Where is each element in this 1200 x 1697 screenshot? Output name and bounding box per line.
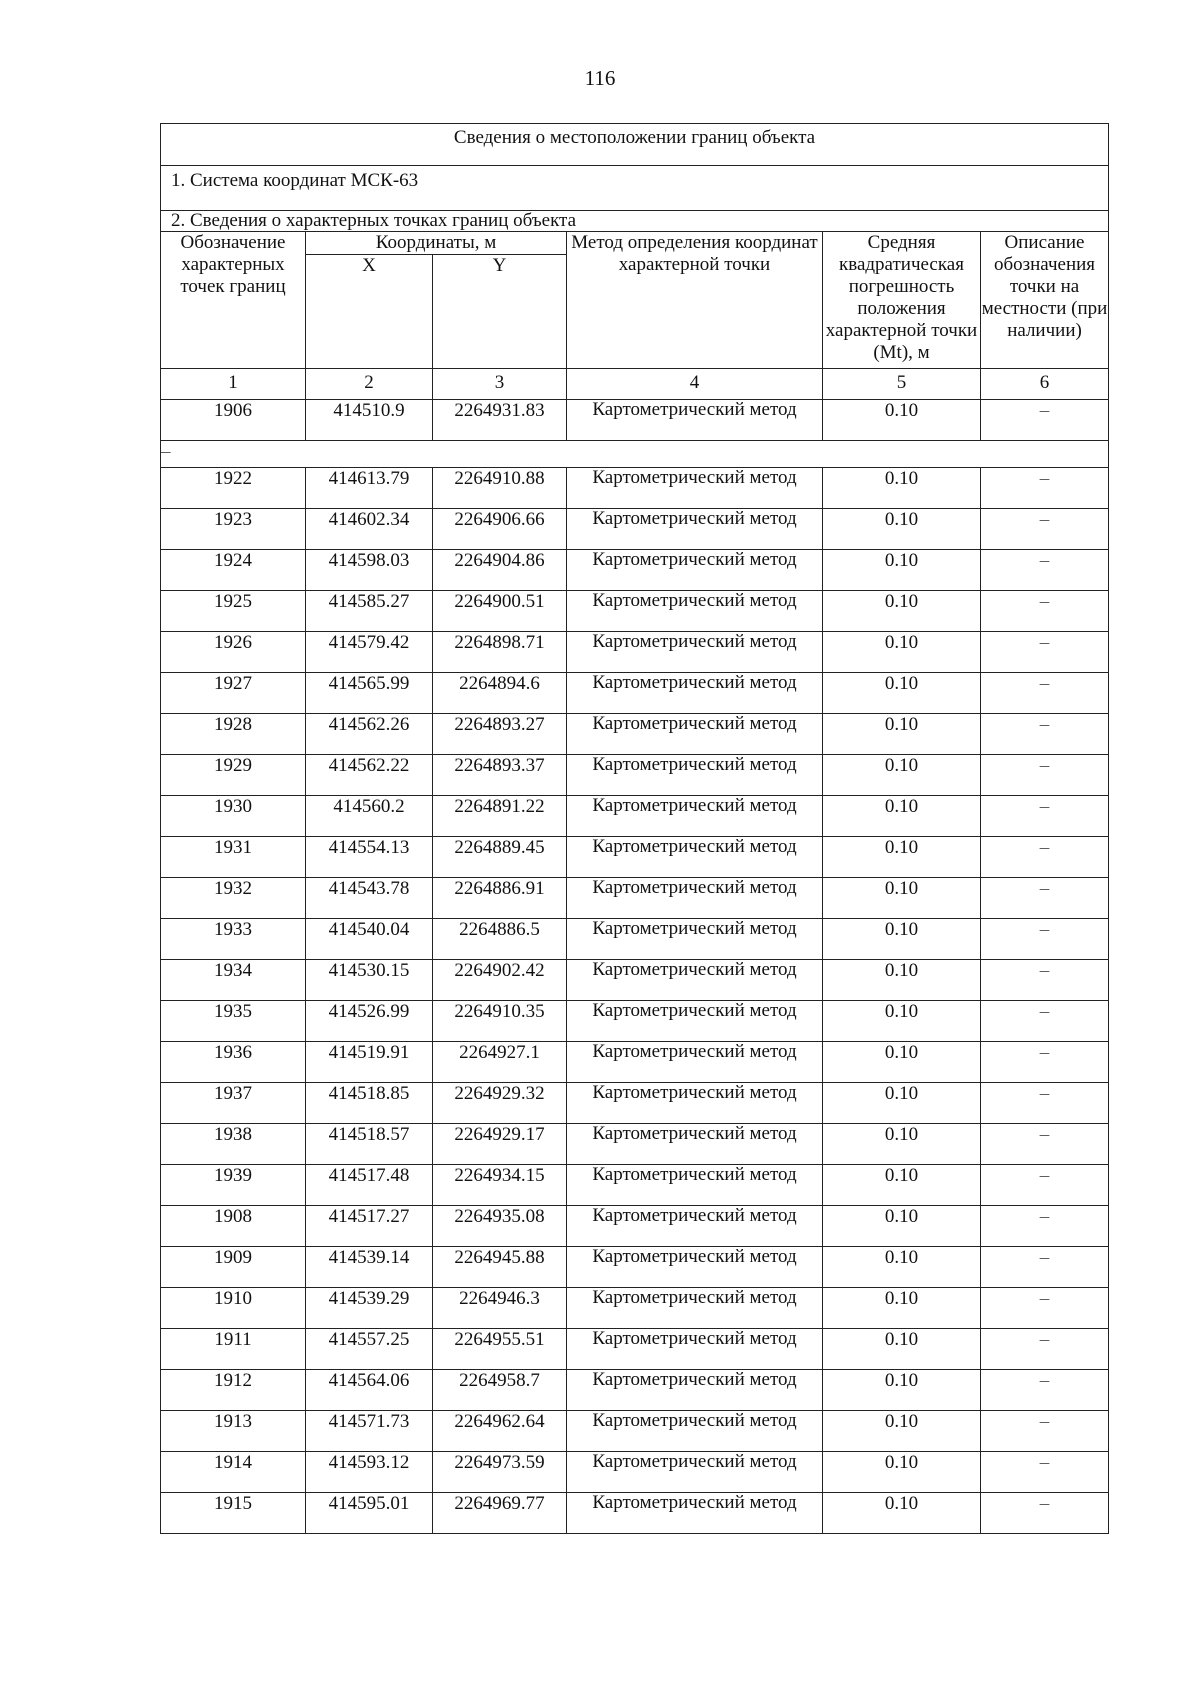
point-id: 1932 xyxy=(161,878,306,919)
point-id: 1925 xyxy=(161,591,306,632)
point-error: 0.10 xyxy=(823,796,981,837)
point-y: 2264900.51 xyxy=(433,591,567,632)
point-method: Картометрический метод xyxy=(567,1165,823,1206)
point-id: 1912 xyxy=(161,1370,306,1411)
point-x: 414540.04 xyxy=(306,919,433,960)
column-number: 6 xyxy=(981,369,1109,400)
point-id: 1935 xyxy=(161,1001,306,1042)
point-description: – xyxy=(981,468,1109,509)
point-method: Картометрический метод xyxy=(567,509,823,550)
point-description: – xyxy=(981,1042,1109,1083)
point-description: – xyxy=(981,591,1109,632)
point-x: 414518.57 xyxy=(306,1124,433,1165)
point-x: 414539.29 xyxy=(306,1288,433,1329)
point-method: Картометрический метод xyxy=(567,1493,823,1534)
point-y: 2264894.6 xyxy=(433,673,567,714)
point-x: 414571.73 xyxy=(306,1411,433,1452)
table-row xyxy=(161,878,1109,919)
point-error: 0.10 xyxy=(823,591,981,632)
point-x: 414543.78 xyxy=(306,878,433,919)
point-error: 0.10 xyxy=(823,550,981,591)
point-id: 1928 xyxy=(161,714,306,755)
point-method: Картометрический метод xyxy=(567,1124,823,1165)
point-y: 2264904.86 xyxy=(433,550,567,591)
point-x: 414557.25 xyxy=(306,1329,433,1370)
table-row xyxy=(161,1370,1109,1411)
table-row xyxy=(161,1083,1109,1124)
table-row xyxy=(161,550,1109,591)
point-description: – xyxy=(981,1493,1109,1534)
point-error: 0.10 xyxy=(823,468,981,509)
point-x: 414579.42 xyxy=(306,632,433,673)
point-x: 414526.99 xyxy=(306,1001,433,1042)
table-row xyxy=(161,591,1109,632)
point-method: Картометрический метод xyxy=(567,1206,823,1247)
point-y: 2264973.59 xyxy=(433,1452,567,1493)
point-error: 0.10 xyxy=(823,673,981,714)
point-description: – xyxy=(981,1411,1109,1452)
table-row xyxy=(161,1452,1109,1493)
point-x: 414539.14 xyxy=(306,1247,433,1288)
point-description: – xyxy=(981,632,1109,673)
point-error: 0.10 xyxy=(823,714,981,755)
point-id: 1909 xyxy=(161,1247,306,1288)
point-x: 414519.91 xyxy=(306,1042,433,1083)
table-row xyxy=(161,1124,1109,1165)
point-id: 1908 xyxy=(161,1206,306,1247)
point-id: 1938 xyxy=(161,1124,306,1165)
point-x: 414554.13 xyxy=(306,837,433,878)
point-y: 2264906.66 xyxy=(433,509,567,550)
point-error: 0.10 xyxy=(823,1452,981,1493)
point-method: Картометрический метод xyxy=(567,632,823,673)
point-method: Картометрический метод xyxy=(567,837,823,878)
point-id: 1933 xyxy=(161,919,306,960)
point-error: 0.10 xyxy=(823,837,981,878)
table-row xyxy=(161,919,1109,960)
point-y: 2264958.7 xyxy=(433,1370,567,1411)
point-x: 414562.26 xyxy=(306,714,433,755)
table-row xyxy=(161,1001,1109,1042)
table-row xyxy=(161,960,1109,1001)
point-id: 1929 xyxy=(161,755,306,796)
point-id: 1934 xyxy=(161,960,306,1001)
point-y: 2264910.35 xyxy=(433,1001,567,1042)
table-row xyxy=(161,1042,1109,1083)
point-id: 1936 xyxy=(161,1042,306,1083)
point-description: – xyxy=(981,919,1109,960)
point-id: 1930 xyxy=(161,796,306,837)
point-y: 2264962.64 xyxy=(433,1411,567,1452)
point-y: 2264931.83 xyxy=(433,400,567,441)
point-description: – xyxy=(981,796,1109,837)
point-id: 1923 xyxy=(161,509,306,550)
coordinate-system: 1. Система координат МСК-63 xyxy=(161,166,1109,211)
table-row xyxy=(161,796,1109,837)
point-x: 414518.85 xyxy=(306,1083,433,1124)
point-error: 0.10 xyxy=(823,1124,981,1165)
table-row xyxy=(161,673,1109,714)
point-error: 0.10 xyxy=(823,509,981,550)
point-description: – xyxy=(981,1329,1109,1370)
header-description: Описание обозначения точки на местности (при наличии) xyxy=(981,232,1109,369)
point-x: 414613.79 xyxy=(306,468,433,509)
point-x: 414593.12 xyxy=(306,1452,433,1493)
header-error: Средняя квадратическая погрешность положения характерной точки (Mt), м xyxy=(823,232,981,369)
point-error: 0.10 xyxy=(823,1165,981,1206)
point-y: 2264891.22 xyxy=(433,796,567,837)
point-method: Картометрический метод xyxy=(567,960,823,1001)
point-id: 1937 xyxy=(161,1083,306,1124)
point-error: 0.10 xyxy=(823,1288,981,1329)
header-coordinates: Координаты, м xyxy=(306,232,567,255)
point-y: 2264893.27 xyxy=(433,714,567,755)
point-error: 0.10 xyxy=(823,919,981,960)
point-description: – xyxy=(981,1452,1109,1493)
point-id: 1922 xyxy=(161,468,306,509)
boundary-points-table xyxy=(160,123,1109,1534)
point-method: Картометрический метод xyxy=(567,468,823,509)
point-description: – xyxy=(981,960,1109,1001)
point-description: – xyxy=(981,1370,1109,1411)
table-row xyxy=(161,468,1109,509)
point-method: Картометрический метод xyxy=(567,1001,823,1042)
point-y: 2264945.88 xyxy=(433,1247,567,1288)
point-x: 414585.27 xyxy=(306,591,433,632)
point-x: 414598.03 xyxy=(306,550,433,591)
point-method: Картометрический метод xyxy=(567,1329,823,1370)
point-id: 1913 xyxy=(161,1411,306,1452)
table-row xyxy=(161,1411,1109,1452)
point-method: Картометрический метод xyxy=(567,550,823,591)
point-x: 414517.48 xyxy=(306,1165,433,1206)
point-error: 0.10 xyxy=(823,1206,981,1247)
table-row xyxy=(161,1493,1109,1534)
point-x: 414595.01 xyxy=(306,1493,433,1534)
column-number: 3 xyxy=(433,369,567,400)
point-error: 0.10 xyxy=(823,878,981,919)
point-y: 2264929.17 xyxy=(433,1124,567,1165)
table-row xyxy=(161,837,1109,878)
header-designation: Обозначение характерных точек границ xyxy=(161,232,306,369)
table-row xyxy=(161,400,1109,441)
point-error: 0.10 xyxy=(823,960,981,1001)
point-description: – xyxy=(981,509,1109,550)
point-method: Картометрический метод xyxy=(567,1411,823,1452)
point-id: 1931 xyxy=(161,837,306,878)
point-y: 2264910.88 xyxy=(433,468,567,509)
point-method: Картометрический метод xyxy=(567,714,823,755)
point-description: – xyxy=(981,1206,1109,1247)
table-row xyxy=(161,1288,1109,1329)
point-y: 2264902.42 xyxy=(433,960,567,1001)
point-id: 1906 xyxy=(161,400,306,441)
point-description: – xyxy=(981,1165,1109,1206)
header-x: X xyxy=(306,255,433,369)
point-y: 2264889.45 xyxy=(433,837,567,878)
point-error: 0.10 xyxy=(823,1247,981,1288)
point-method: Картометрический метод xyxy=(567,1452,823,1493)
point-error: 0.10 xyxy=(823,1001,981,1042)
point-error: 0.10 xyxy=(823,1042,981,1083)
point-description: – xyxy=(981,400,1109,441)
point-method: Картометрический метод xyxy=(567,1042,823,1083)
point-y: 2264946.3 xyxy=(433,1288,567,1329)
point-method: Картометрический метод xyxy=(567,1247,823,1288)
point-error: 0.10 xyxy=(823,1370,981,1411)
header-y: Y xyxy=(433,255,567,369)
point-y: 2264886.91 xyxy=(433,878,567,919)
point-description: – xyxy=(981,550,1109,591)
point-description: – xyxy=(981,1124,1109,1165)
point-method: Картометрический метод xyxy=(567,673,823,714)
point-description: – xyxy=(981,1083,1109,1124)
table-row xyxy=(161,1329,1109,1370)
point-description: – xyxy=(981,878,1109,919)
point-x: 414562.22 xyxy=(306,755,433,796)
point-id: 1910 xyxy=(161,1288,306,1329)
table-row xyxy=(161,509,1109,550)
point-error: 0.10 xyxy=(823,1083,981,1124)
point-x: 414560.2 xyxy=(306,796,433,837)
point-x: 414510.9 xyxy=(306,400,433,441)
point-x: 414602.34 xyxy=(306,509,433,550)
point-error: 0.10 xyxy=(823,632,981,673)
point-description: – xyxy=(981,755,1109,796)
column-number: 2 xyxy=(306,369,433,400)
point-y: 2264893.37 xyxy=(433,755,567,796)
table-row xyxy=(161,1206,1109,1247)
point-x: 414564.06 xyxy=(306,1370,433,1411)
column-number: 1 xyxy=(161,369,306,400)
header-method: Метод определения координат характерной точки xyxy=(567,232,823,369)
point-error: 0.10 xyxy=(823,1329,981,1370)
point-error: 0.10 xyxy=(823,1411,981,1452)
gap-row: – xyxy=(161,441,1109,468)
point-y: 2264886.5 xyxy=(433,919,567,960)
point-id: 1914 xyxy=(161,1452,306,1493)
table-row xyxy=(161,632,1109,673)
point-description: – xyxy=(981,714,1109,755)
point-error: 0.10 xyxy=(823,1493,981,1534)
point-method: Картометрический метод xyxy=(567,878,823,919)
point-x: 414565.99 xyxy=(306,673,433,714)
point-x: 414517.27 xyxy=(306,1206,433,1247)
point-method: Картометрический метод xyxy=(567,796,823,837)
point-y: 2264935.08 xyxy=(433,1206,567,1247)
point-y: 2264929.32 xyxy=(433,1083,567,1124)
point-method: Картометрический метод xyxy=(567,1288,823,1329)
point-description: – xyxy=(981,1001,1109,1042)
point-description: – xyxy=(981,1247,1109,1288)
point-y: 2264955.51 xyxy=(433,1329,567,1370)
column-number: 4 xyxy=(567,369,823,400)
point-y: 2264934.15 xyxy=(433,1165,567,1206)
point-method: Картометрический метод xyxy=(567,755,823,796)
point-id: 1911 xyxy=(161,1329,306,1370)
points-section-title: 2. Сведения о характерных точках границ объекта xyxy=(161,211,1109,232)
table-row xyxy=(161,1165,1109,1206)
point-method: Картометрический метод xyxy=(567,1370,823,1411)
point-y: 2264927.1 xyxy=(433,1042,567,1083)
table-title: Сведения о местоположении границ объекта xyxy=(161,124,1109,166)
table-row xyxy=(161,714,1109,755)
point-description: – xyxy=(981,1288,1109,1329)
point-method: Картометрический метод xyxy=(567,1083,823,1124)
point-error: 0.10 xyxy=(823,400,981,441)
column-number: 5 xyxy=(823,369,981,400)
page-number: 116 xyxy=(584,66,616,90)
table-row xyxy=(161,755,1109,796)
point-method: Картометрический метод xyxy=(567,919,823,960)
point-method: Картометрический метод xyxy=(567,591,823,632)
point-id: 1927 xyxy=(161,673,306,714)
point-y: 2264969.77 xyxy=(433,1493,567,1534)
point-x: 414530.15 xyxy=(306,960,433,1001)
point-description: – xyxy=(981,673,1109,714)
point-method: Картометрический метод xyxy=(567,400,823,441)
point-description: – xyxy=(981,837,1109,878)
point-id: 1926 xyxy=(161,632,306,673)
point-error: 0.10 xyxy=(823,755,981,796)
point-id: 1915 xyxy=(161,1493,306,1534)
point-id: 1924 xyxy=(161,550,306,591)
point-id: 1939 xyxy=(161,1165,306,1206)
table-row xyxy=(161,1247,1109,1288)
point-y: 2264898.71 xyxy=(433,632,567,673)
